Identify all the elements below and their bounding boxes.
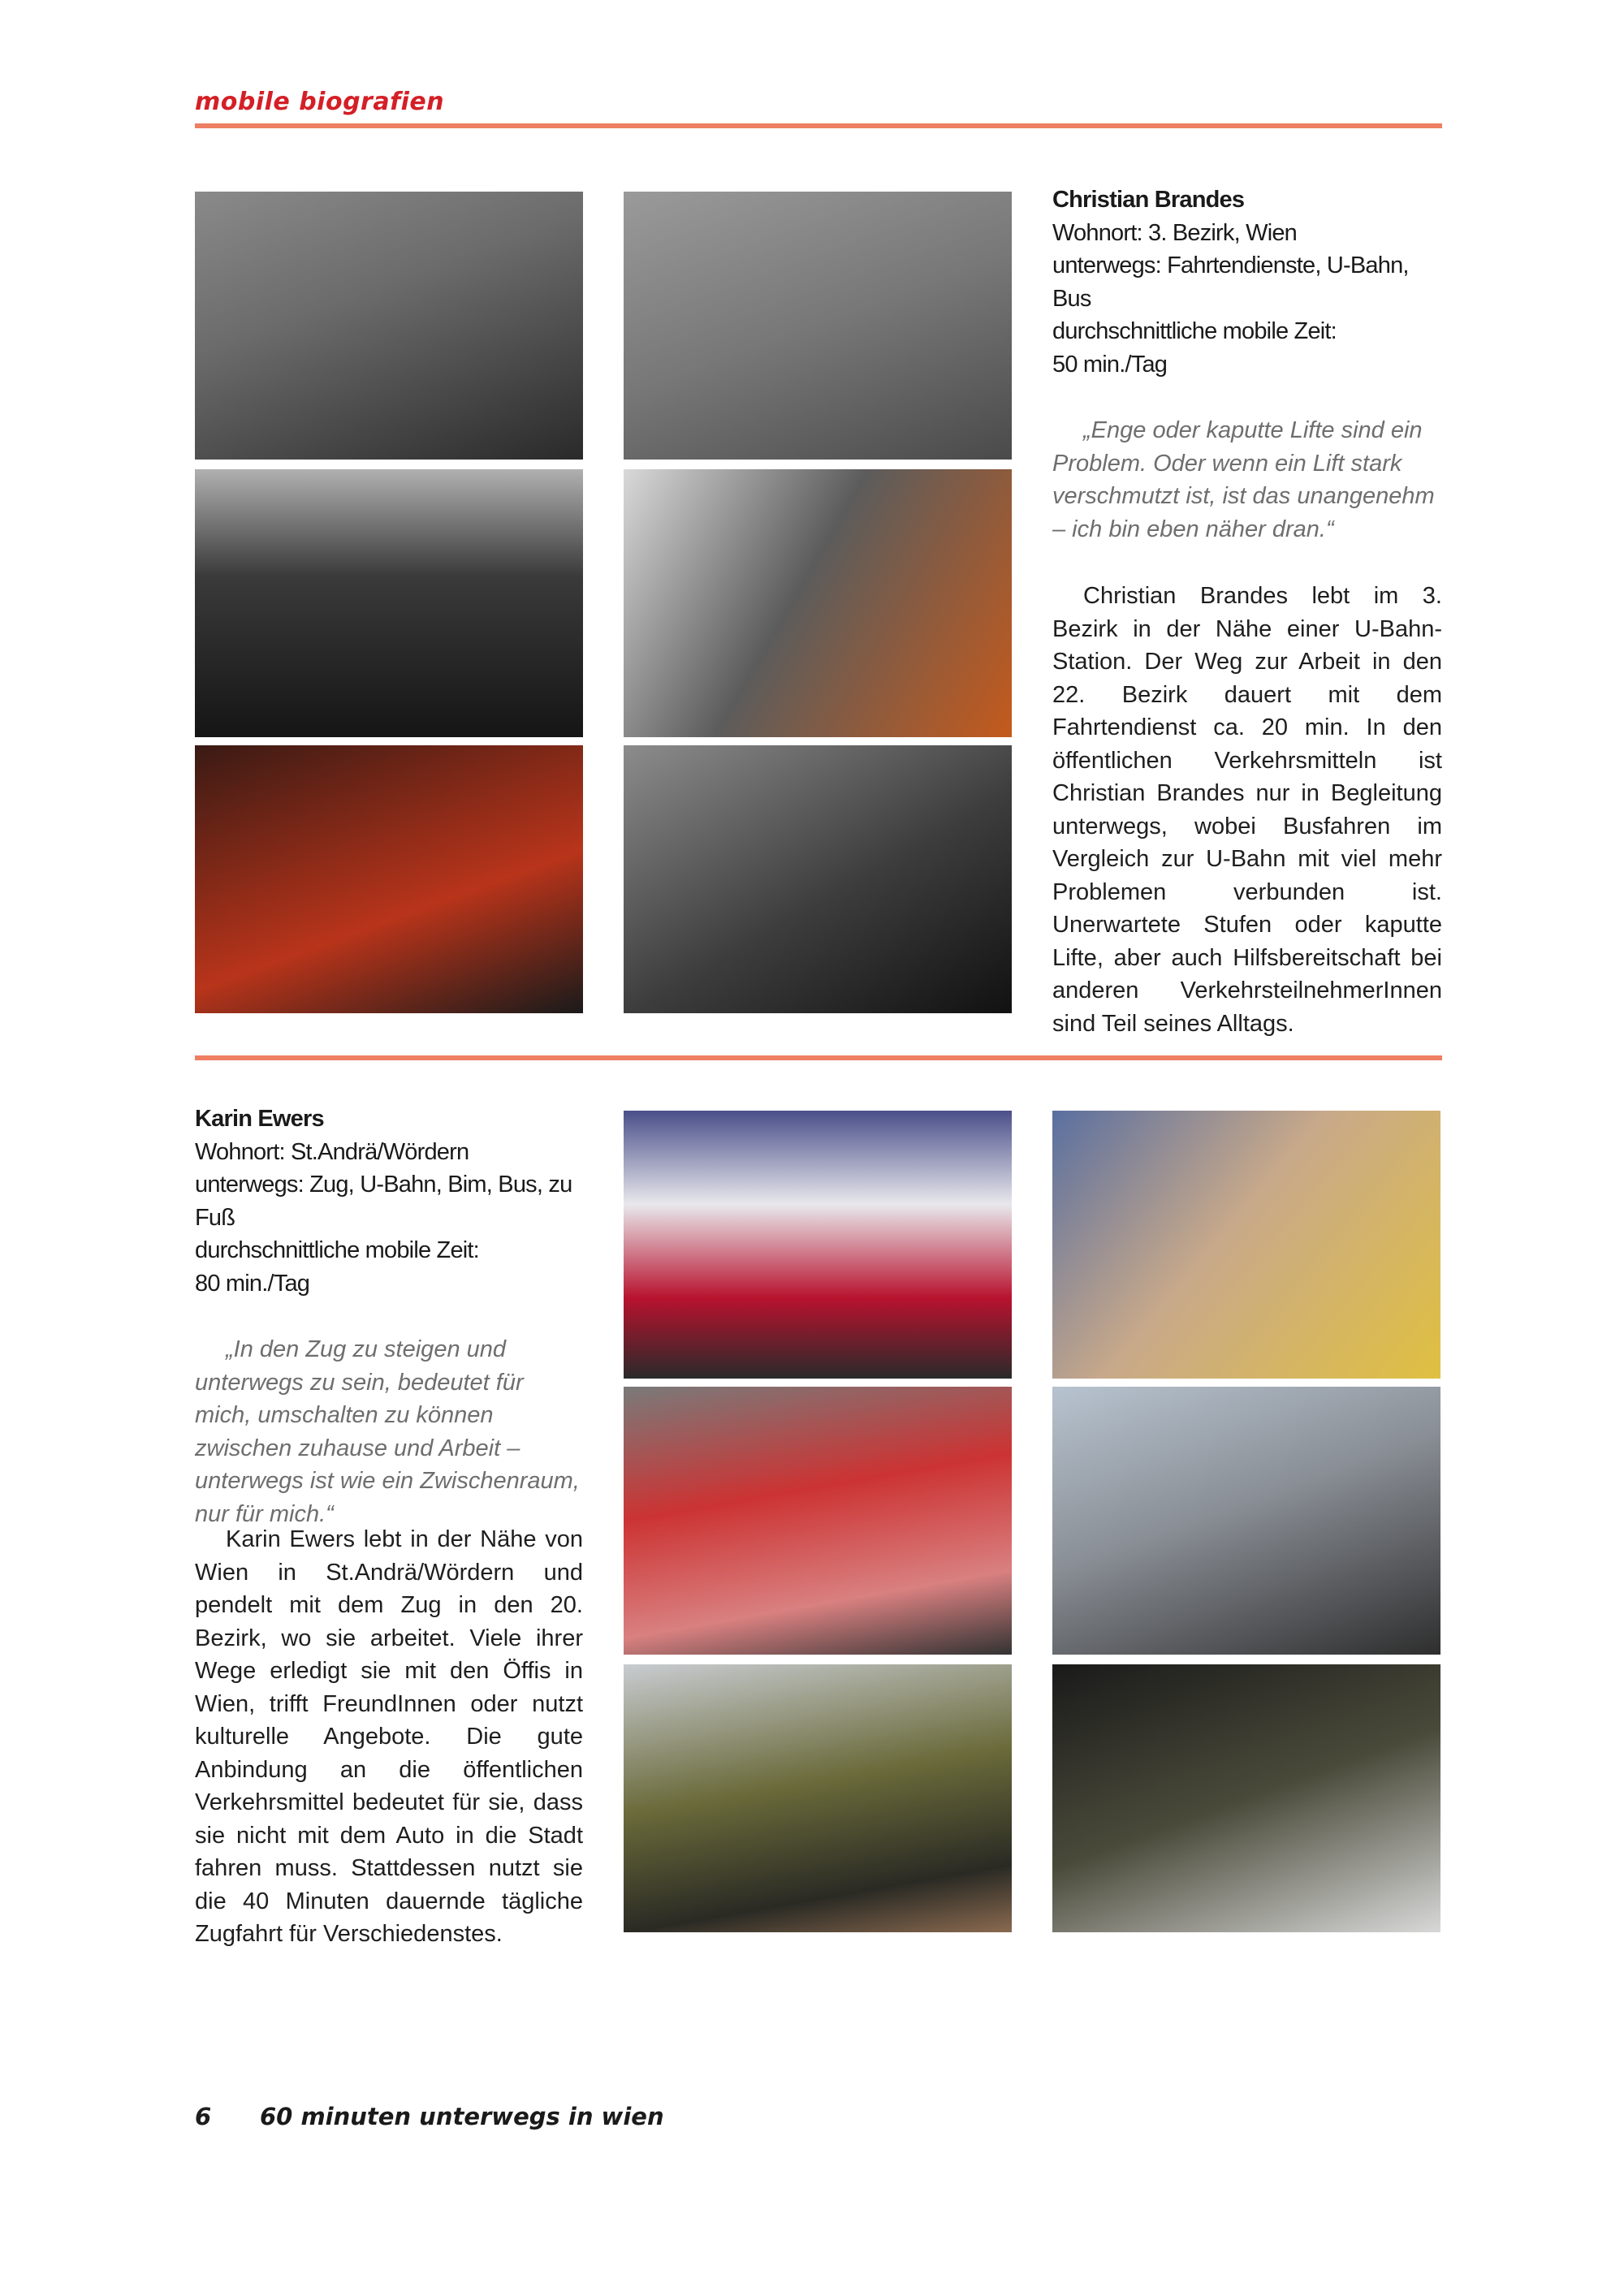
profile-detail: unterwegs: Fahrtendienste, U-Bahn, bbox=[1052, 252, 1409, 278]
photo-river-view bbox=[624, 1664, 1012, 1932]
photo-theatre-seats bbox=[195, 745, 583, 1013]
profile-detail: Wohnort: St.Andrä/Wördern bbox=[195, 1138, 469, 1165]
section-divider bbox=[195, 1055, 1442, 1060]
profile-name: Karin Ewers bbox=[195, 1106, 324, 1132]
photo-wheelchair-on-pavement bbox=[624, 192, 1012, 460]
body-christian-brandes: Christian Brandes lebt im 3. Bezirk in der Nähe einer U-Bahn-Station. Der Weg zur Arbeit in den 22. Bezirk dauert mit dem Fahrtendienst ca. 20 min. In den öffentlichen Verkehrsmitteln ist Christian Brandes nur in Begleitung unterwegs, wobei Busfahren im Vergleich zur U-Bahn mit viel mehr Problemen verbunden ist. Unerwartete Stufen oder kaputte Lifte, aber auch Hilfsbereitschaft bei anderen VerkehrsteilnehmerInnen sind Teil seines Alltags. bbox=[1052, 583, 1442, 1037]
photo-subway-car-interior bbox=[624, 469, 1012, 737]
profile-detail: unterwegs: Zug, U-Bahn, Bim, Bus, zu bbox=[195, 1172, 572, 1198]
photo-wheelchair-van-ramp bbox=[195, 192, 583, 460]
header-divider bbox=[195, 123, 1442, 128]
quote-christian-brandes: „Enge oder kaputte Lifte sind ein Problem. Oder wenn ein Lift stark verschmutzt ist, ist das unangenehm – ich bin eben näher dran.“ bbox=[1052, 417, 1435, 542]
quote-karin-ewers: „In den Zug zu steigen und unterwegs zu sein, bedeutet für mich, umschalten zu können zwischen zuhause und Arbeit – unterwegs ist wie ein Zwischenraum, nur für mich.“ bbox=[195, 1336, 580, 1527]
profile-name: Christian Brandes bbox=[1052, 187, 1245, 213]
profile-karin-ewers bbox=[195, 1103, 583, 1300]
publication-title: 60 minuten unterwegs in wien bbox=[260, 2103, 664, 2130]
profile-detail: 50 min./Tag bbox=[1052, 351, 1168, 378]
photo-escalator bbox=[1052, 1387, 1440, 1655]
photo-cityshuttle-reflection bbox=[624, 1387, 1012, 1655]
page-number: 6 bbox=[195, 2103, 212, 2130]
photo-walking-street bbox=[1052, 1664, 1440, 1932]
profile-detail: Wohnort: 3. Bezirk, Wien bbox=[1052, 219, 1297, 246]
photo-hands-with-bag bbox=[1052, 1111, 1440, 1379]
profile-detail: 80 min./Tag bbox=[195, 1270, 310, 1297]
photo-wheelchair-wheels-closeup bbox=[624, 745, 1012, 1013]
photo-train-doors bbox=[624, 1111, 1012, 1379]
body-karin-ewers: Karin Ewers lebt in der Nähe von Wien in St.Andrä/Wördern und pendelt mit dem Zug in den 20. Bezirk, wo sie arbeitet. Viele ihrer Wege erledigt sie mit den Öffis in Wien, trifft FreundInnen oder nutzt kulturelle Angebote. Die gute Anbindung an die öffentlichen Verkehrsmittel bedeutet für sie, dass sie nicht mit dem Auto in die Stadt fahren muss. Stattdessen nutzt sie die 40 Minuten dauernde tägliche Zugfahrt für Verschiedenstes. bbox=[195, 1526, 583, 1947]
running-header: mobile biografien bbox=[195, 88, 445, 116]
profile-detail: durchschnittliche mobile Zeit: bbox=[1052, 318, 1337, 344]
profile-detail: durchschnittliche mobile Zeit: bbox=[195, 1237, 479, 1263]
photo-wheelchair-in-lift bbox=[195, 469, 583, 737]
profile-detail: Bus bbox=[1052, 285, 1091, 312]
profile-detail: Fuß bbox=[195, 1204, 235, 1231]
profile-christian-brandes bbox=[1052, 183, 1442, 381]
